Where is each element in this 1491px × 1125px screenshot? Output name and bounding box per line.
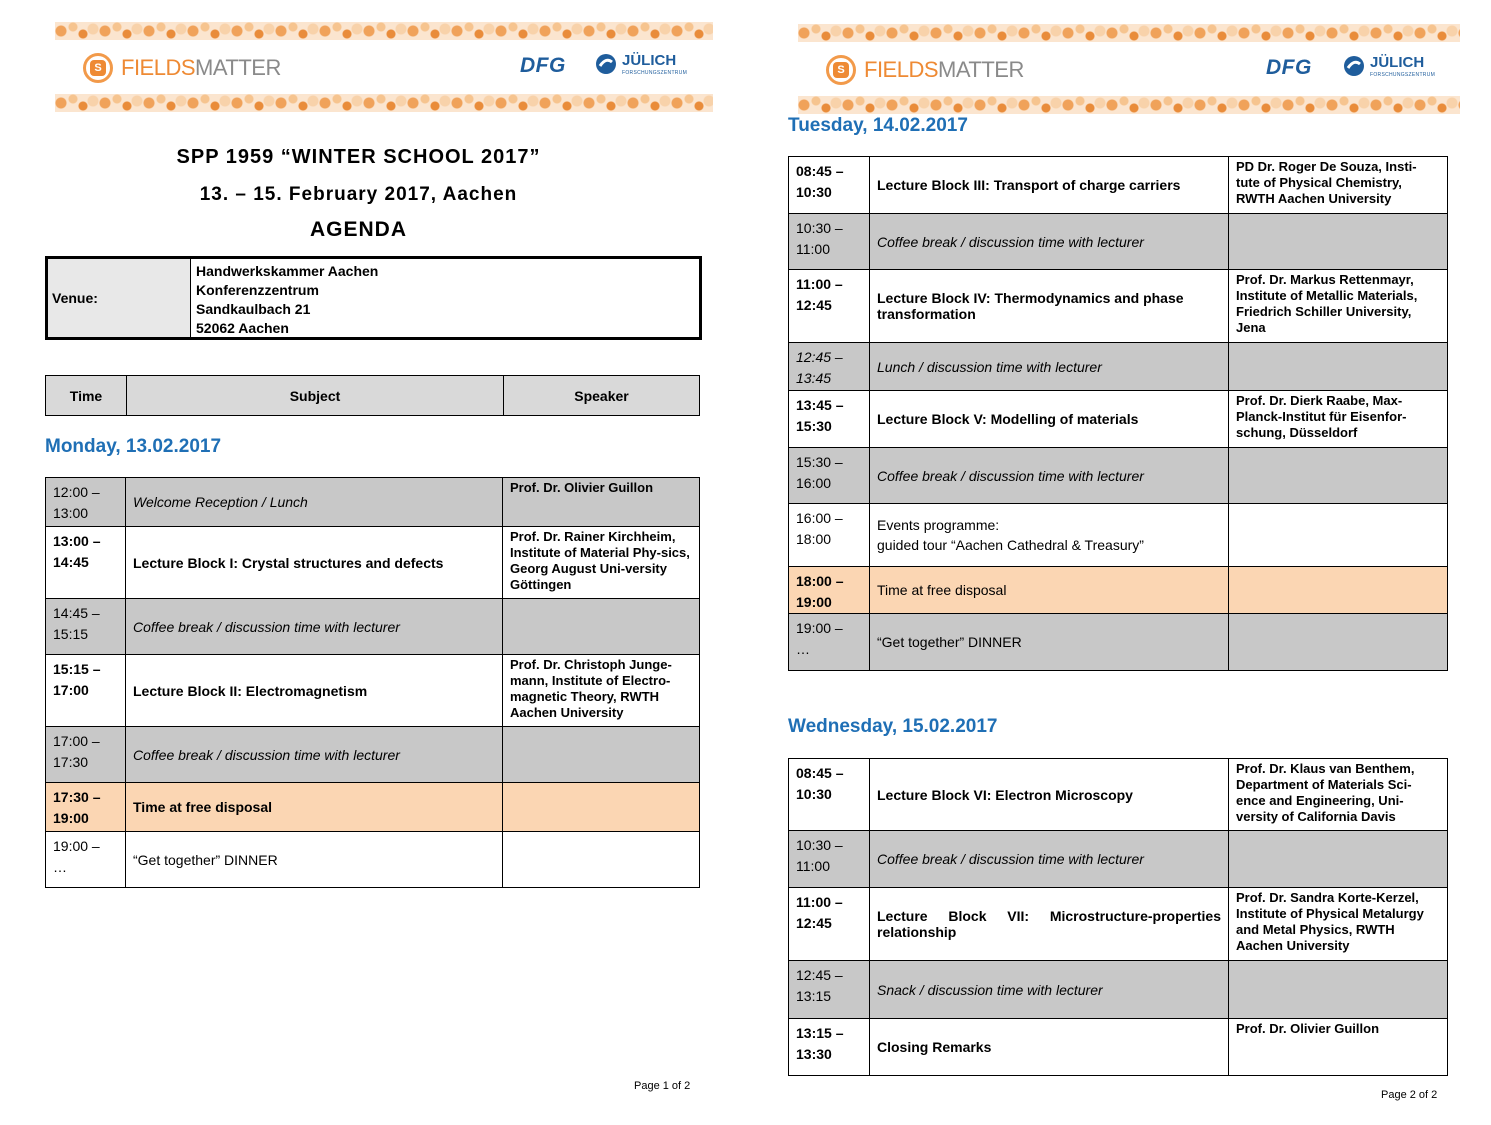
time-cell [789, 1019, 870, 1076]
subject-cell [126, 832, 503, 888]
schedule-row [789, 504, 1448, 567]
time-text: 17:30 [53, 754, 89, 770]
subject-text: Coffee break / discussion time with lecturer [877, 467, 1144, 484]
schedule-row [789, 214, 1448, 270]
speaker-cell [1229, 961, 1448, 1019]
time-cell [46, 478, 126, 527]
time-text: 10:30 [796, 184, 832, 200]
speaker-cell: Prof. Dr. Christoph Junge-mann, Institute of Electro-magnetic Theory, RWTH Aachen University [503, 655, 700, 727]
time-text: 08:45 – [796, 163, 844, 179]
subject-text: Lunch / discussion time with lecturer [877, 358, 1102, 375]
logo-text-matter: MATTER [195, 55, 281, 80]
time-text: 12:45 – [796, 967, 843, 983]
page-number: Page 2 of 2 [1381, 1089, 1438, 1101]
banner-decoration-top [798, 24, 1460, 42]
time-text: 13:30 [796, 1046, 832, 1062]
subject-cell [126, 478, 503, 527]
subject-cell [126, 599, 503, 655]
time-text: … [796, 641, 810, 657]
time-text: 13:00 [53, 505, 89, 521]
header-banner [55, 22, 713, 112]
time-text: … [53, 859, 67, 875]
day-heading-monday: Monday, 13.02.2017 [45, 436, 222, 457]
subject-text: Events programme: [877, 517, 1000, 533]
banner-decoration-top [55, 22, 713, 40]
time-cell [789, 759, 870, 831]
day-heading-tuesday: Tuesday, 14.02.2017 [788, 115, 968, 136]
schedule-row [789, 961, 1448, 1019]
subject-cell [870, 888, 1229, 961]
subject-text: Closing Remarks [877, 1039, 992, 1055]
fieldsmatter-logo [83, 52, 281, 84]
speaker-cell [1229, 614, 1448, 671]
subject-text: Welcome Reception / Lunch [133, 494, 308, 510]
time-text: 12:45 – [796, 349, 843, 365]
subject-cell [126, 783, 503, 832]
time-cell [46, 655, 126, 727]
time-text: 13:15 – [796, 1025, 844, 1041]
subject-cell [870, 270, 1229, 343]
schedule-row [789, 888, 1448, 961]
column-header-speaker: Speaker [574, 387, 629, 404]
time-cell [46, 599, 126, 655]
time-cell [789, 270, 870, 343]
time-text: 11:00 [796, 241, 830, 257]
fieldsmatter-icon: S [826, 55, 856, 85]
speaker-cell: PD Dr. Roger De Souza, Insti-tute of Physical Chemistry, RWTH Aachen University [1229, 157, 1448, 214]
subject-cell [870, 343, 1229, 391]
time-cell [789, 214, 870, 270]
time-text: 19:00 [53, 810, 89, 826]
julich-subtext: FORSCHUNGSZENTRUM [622, 70, 688, 76]
subject-text: Coffee break / discussion time with lecturer [133, 746, 400, 763]
subject-cell [126, 727, 503, 783]
venue-line: Handwerkskammer Aachen [196, 263, 379, 279]
schedule-row [46, 478, 700, 527]
time-text: 14:45 [53, 554, 89, 570]
time-text: 17:00 [53, 682, 89, 698]
time-text: 17:30 – [53, 789, 101, 805]
time-text: 11:00 – [796, 276, 843, 292]
subject-cell [870, 759, 1229, 831]
subject-cell [870, 1019, 1229, 1076]
subject-cell [126, 655, 503, 727]
time-text: 13:45 – [796, 397, 844, 413]
schedule-row [46, 727, 700, 783]
schedule-row [789, 157, 1448, 214]
time-cell [46, 832, 126, 888]
logo-text-fields: FIELDS [864, 57, 939, 82]
speaker-cell [1229, 567, 1448, 614]
page-number: Page 1 of 2 [634, 1080, 691, 1092]
agenda-page-1 [0, 0, 745, 1125]
subject-text: Snack / discussion time with lecturer [877, 981, 1103, 998]
banner-decoration-bottom [798, 96, 1460, 114]
time-text: 08:45 – [796, 765, 844, 781]
time-cell [789, 567, 870, 614]
document-title: SPP 1959 “WINTER SCHOOL 2017” [176, 146, 541, 168]
time-text: 13:00 – [53, 533, 101, 549]
speaker-cell: Prof. Dr. Dierk Raabe, Max-Planck-Institut für Eisenfor-schung, Düsseldorf [1229, 391, 1448, 448]
subject-text: “Get together” DINNER [877, 634, 1022, 650]
subject-text: Coffee break / discussion time with lecturer [877, 851, 1144, 867]
time-text: 11:00 [796, 858, 830, 874]
julich-logo [595, 52, 687, 76]
column-header-subject: Subject [127, 376, 504, 415]
time-text: 15:30 – [796, 454, 843, 470]
document-agenda-heading: AGENDA [309, 218, 407, 241]
subject-cell [870, 448, 1229, 504]
time-text: 11:00 – [796, 894, 843, 910]
time-cell [789, 448, 870, 504]
column-header [45, 375, 700, 416]
column-header-time: Time [46, 376, 127, 415]
header-banner [798, 24, 1460, 114]
julich-text: JÜLICH [1370, 54, 1425, 71]
subject-cell [870, 831, 1229, 888]
time-cell [789, 614, 870, 671]
time-text: 19:00 [796, 594, 832, 610]
speaker-cell [503, 727, 700, 783]
fieldsmatter-icon: S [83, 53, 113, 83]
subject-text: Lecture Block VII: Microstructure-properties relationship [877, 908, 1221, 940]
agenda-page-2 [745, 0, 1491, 1125]
subject-text: Lecture Block II: Electromagnetism [133, 682, 368, 699]
time-text: 18:00 [796, 531, 832, 547]
venue-line: Konferenzzentrum [196, 282, 319, 298]
time-cell [46, 527, 126, 599]
julich-icon [1343, 55, 1365, 77]
speaker-cell [503, 599, 700, 655]
venue-line: Sandkaulbach 21 [196, 301, 311, 317]
subject-text: Time at free disposal [877, 582, 1007, 598]
time-text: 10:30 – [796, 837, 843, 853]
time-cell [789, 391, 870, 448]
time-text: 19:00 – [53, 838, 100, 854]
schedule-row [789, 391, 1448, 448]
subject-text: Lecture Block V: Modelling of materials [877, 411, 1139, 427]
subject-text: Lecture Block I: Crystal structures and defects [133, 554, 444, 571]
time-text: 10:30 – [796, 220, 843, 236]
time-text: 13:45 [796, 370, 832, 386]
speaker-cell [1229, 504, 1448, 567]
subject-text: Lecture Block IV: Thermodynamics and phase transformation [877, 290, 1184, 322]
schedule-row [789, 1019, 1448, 1076]
time-text: 17:00 – [53, 733, 100, 749]
schedule-row [46, 783, 700, 832]
schedule-row [46, 599, 700, 655]
subject-cell [870, 504, 1229, 567]
time-text: 10:30 [796, 786, 832, 802]
schedule-row [789, 270, 1448, 343]
julich-text: JÜLICH [622, 52, 677, 69]
subject-text: Coffee break / discussion time with lecturer [877, 233, 1144, 250]
speaker-cell [503, 832, 700, 888]
venue-box [45, 256, 702, 340]
speaker-cell [1229, 214, 1448, 270]
subject-cell [870, 614, 1229, 671]
subject-text: Coffee break / discussion time with lecturer [133, 618, 400, 635]
time-text: 12:00 – [53, 484, 100, 500]
day-heading-wednesday: Wednesday, 15.02.2017 [788, 716, 998, 737]
schedule-table-monday [45, 477, 700, 888]
time-text: 18:00 – [796, 573, 844, 589]
time-text: 19:00 – [796, 620, 843, 636]
speaker-cell [1229, 343, 1448, 391]
time-text: 16:00 [796, 475, 832, 491]
time-text: 16:00 – [796, 510, 843, 526]
speaker-cell: Prof. Dr. Rainer Kirchheim, Institute of Material Phy-sics, Georg August Uni-versity Göttingen [503, 527, 700, 599]
subject-cell [870, 157, 1229, 214]
time-cell [789, 831, 870, 888]
venue-address [191, 259, 383, 337]
time-cell [46, 727, 126, 783]
time-text: 14:45 – [53, 605, 100, 621]
time-text: 15:15 – [53, 661, 101, 677]
venue-line: 52062 Aachen [196, 320, 289, 336]
time-text: 12:45 [796, 297, 832, 313]
subject-text-line2: guided tour “Aachen Cathedral & Treasury” [877, 537, 1144, 553]
time-text: 15:15 [53, 626, 89, 642]
subject-cell [870, 391, 1229, 448]
dfg-logo: DFG [1266, 56, 1312, 79]
julich-logo [1343, 54, 1435, 78]
time-cell [789, 343, 870, 391]
subject-text: Time at free disposal [133, 799, 273, 815]
speaker-cell: Prof. Dr. Sandra Korte-Kerzel, Institute of Physical Metalurgy and Metal Physics, RWTH Aachen University [1229, 888, 1448, 961]
time-cell [789, 888, 870, 961]
subject-cell [870, 214, 1229, 270]
speaker-cell [1229, 831, 1448, 888]
schedule-row [46, 527, 700, 599]
time-cell [46, 783, 126, 832]
banner-decoration-bottom [55, 94, 713, 112]
time-text: 15:30 [796, 418, 832, 434]
time-cell [789, 961, 870, 1019]
time-text: 12:45 [796, 915, 832, 931]
schedule-row [789, 343, 1448, 391]
schedule-table-wednesday [788, 758, 1448, 1076]
time-text: 13:15 [796, 988, 832, 1004]
speaker-cell: Prof. Dr. Markus Rettenmayr, Institute of Metallic Materials, Friedrich Schiller University, Jena [1229, 270, 1448, 343]
venue-label: Venue: [48, 259, 191, 337]
speaker-cell: Prof. Dr. Klaus van Benthem, Department of Materials Sci-ence and Engineering, Uni-versity of California Davis [1229, 759, 1448, 831]
time-cell [789, 504, 870, 567]
speaker-cell [503, 783, 700, 832]
document-dates: 13. – 15. February 2017, Aachen [199, 184, 518, 205]
julich-subtext: FORSCHUNGSZENTRUM [1370, 72, 1436, 78]
logo-text-fields: FIELDS [121, 55, 196, 80]
fieldsmatter-logo [826, 54, 1024, 86]
schedule-table-tuesday [788, 156, 1448, 671]
logo-text-matter: MATTER [938, 57, 1024, 82]
schedule-row [789, 448, 1448, 504]
speaker-cell: Prof. Dr. Olivier Guillon [1229, 1019, 1448, 1076]
dfg-logo: DFG [520, 54, 566, 77]
subject-cell [870, 961, 1229, 1019]
schedule-row [789, 567, 1448, 614]
julich-icon [595, 53, 617, 75]
subject-text: “Get together” DINNER [133, 851, 278, 868]
schedule-row [789, 759, 1448, 831]
subject-cell [870, 567, 1229, 614]
speaker-cell [1229, 448, 1448, 504]
subject-text: Lecture Block VI: Electron Microscopy [877, 786, 1133, 803]
time-cell [789, 157, 870, 214]
subject-cell [126, 527, 503, 599]
schedule-row [46, 655, 700, 727]
schedule-row [789, 831, 1448, 888]
speaker-cell: Prof. Dr. Olivier Guillon [503, 478, 700, 527]
schedule-row [789, 614, 1448, 671]
subject-text: Lecture Block III: Transport of charge carriers [877, 177, 1181, 193]
schedule-row [46, 832, 700, 888]
